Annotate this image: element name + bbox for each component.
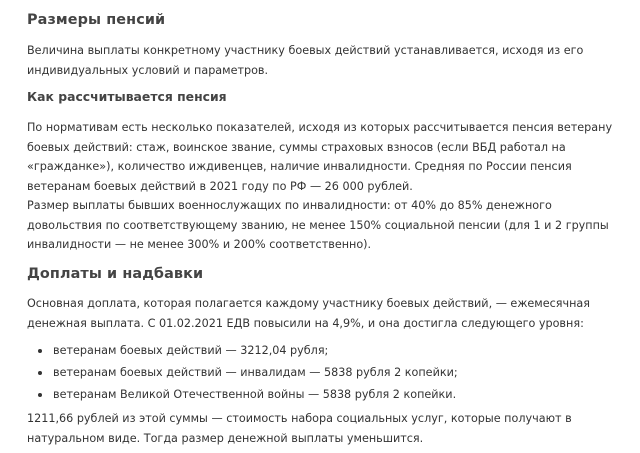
list-item: ветеранам боевых действий — инвалидам — 5838 рубля 2 копейки;: [27, 363, 627, 383]
paragraph-intro: Величина выплаты конкретному участнику боевых действий устанавливается, исходя из его индивидуальных условий и параметров.: [27, 44, 584, 77]
heading-pension-sizes: Размеры пенсий: [27, 12, 166, 28]
list-item: ветеранам Великой Отечественной войны — 5838 рубля 2 копейки.: [27, 385, 627, 405]
heading-how-calculated: Как рассчитывается пенсия: [27, 89, 227, 104]
paragraph-norms: По нормативам есть несколько показателей, исходя из которых рассчитывается пенсия ветерану боевых действий: стаж, воинское звание, суммы страховых взносов (если ВБД работал на «гражданке»), количество иждивенцев, наличие инвалидности. Средняя по России пенсия ветеранам боевых действий в 2021 году по РФ — 26 000 рублей.: [27, 121, 613, 193]
list-item: ветеранам боевых действий — 3212,04 рубля;: [27, 341, 627, 361]
paragraph-main-allowance: Основная доплата, которая полагается каждому участнику боевых действий, — ежемесячная денежная выплата. С 01.02.2021 ЕДВ повысили на 4,9%, и она достигла следующего уровня:: [27, 297, 590, 330]
paragraph-social-services: 1211,66 рублей из этой суммы — стоимость набора социальных услуг, которые получают в натуральном виде. Тогда размер денежной выплаты уменьшится.: [27, 412, 572, 445]
heading-allowances: Доплаты и надбавки: [27, 266, 204, 282]
paragraph-disability: Размер выплаты бывших военнослужащих по инвалидности: от 40% до 85% денежного довольствия по соответствующему званию, не менее 150% социальной пенсии (для 1 и 2 группы инвалидности — не менее 300% и 200% соответственно).: [27, 199, 609, 251]
allowance-list: [27, 341, 627, 407]
